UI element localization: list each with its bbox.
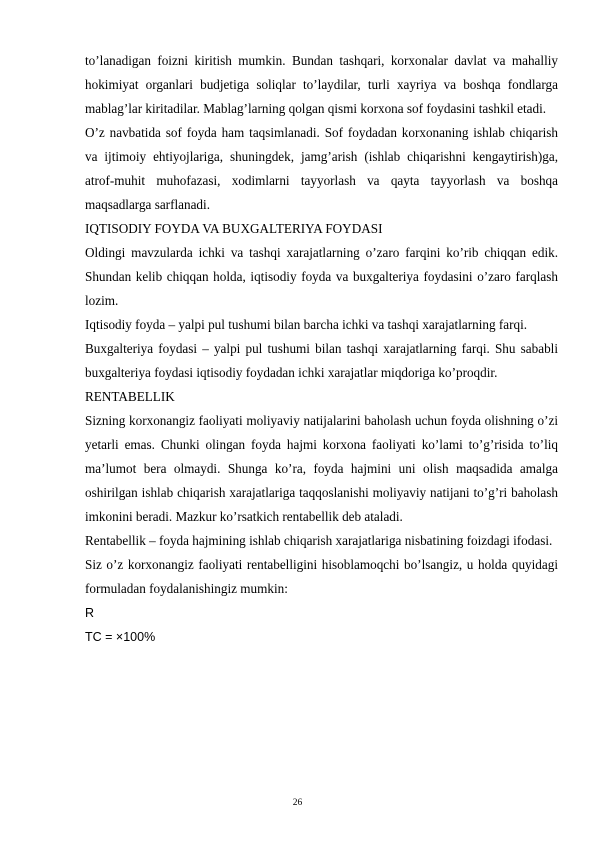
- heading-iqtisodiy-foyda: IQTISODIY FOYDA VA BUXGALTERIYA FOYDASI: [85, 221, 383, 236]
- paragraph-rentabellik-def: Rentabellik – foyda hajmining ishlab chiqarish xarajatlariga nisbatining foizdagi ifodasi.: [85, 533, 553, 548]
- formula-denominator: TC = ×100%: [85, 630, 156, 644]
- formula-numerator: R: [85, 606, 95, 620]
- paragraph-buxgalteriya-foyda-def: Buxgalteriya foydasi – yalpi pul tushumi bilan tashqi xarajatlarning farqi. Shu sababli buxgalteriya foydasi iqtisodiy foydadan ichki xarajatlar miqdoriga ko’proqdir.: [85, 341, 558, 380]
- paragraph-iqtisodiy-foyda-def: Iqtisodiy foyda – yalpi pul tushumi bilan barcha ichki va tashqi xarajatlarning farqi.: [85, 317, 528, 332]
- page-body: [85, 49, 558, 649]
- paragraph-rentabellik-intro: Sizning korxonangiz faoliyati moliyaviy natijalarini baholash uchun foyda olishning o’zi yetarli emas. Chunki olingan foyda hajmi korxona faoliyati ko’lami to’g’risida to’liq ma’lumot bera olmaydi. Shunga ko’ra, foyda hajmini uni olish maqsadida amalga oshirilgan ishlab chiqarish xarajatlariga taqqoslanishi moliyaviy natijani to’g’ri baholash imkonini beradi. Mazkur ko’rsatkich rentabellik deb ataladi.: [85, 413, 558, 524]
- paragraph-formula-intro: Siz o’z korxonangiz faoliyati rentabelligini hisoblamoqchi bo’lsangiz, u holda quyidagi formuladan foydalanishingiz mumkin:: [85, 557, 558, 596]
- heading-rentabellik: RENTABELLIK: [85, 389, 175, 404]
- paragraph-oldingi-mavzular: Oldingi mavzularda ichki va tashqi xarajatlarning o’zaro farqini ko’rib chiqqan edik. Shundan kelib chiqqan holda, iqtisodiy foyda va buxgalteriya foydasini o’zaro farqlash lozim.: [85, 245, 558, 308]
- paragraph-foiz: to’lanadigan foizni kiritish mumkin. Bundan tashqari, korxonalar davlat va mahalliy hokimiyat organlari budjetiga soliqlar to’laydilar, turli xayriya va boshqa fondlarga mablag’lar kiritadilar. Mablag’larning qolgan qismi korxona sof foydasini tashkil etadi.: [85, 53, 558, 116]
- page-number: 26: [292, 798, 303, 808]
- paragraph-sof-foyda: O’z navbatida sof foyda ham taqsimlanadi. Sof foydadan korxonaning ishlab chiqarish va ijtimoiy ehtiyojlariga, shuningdek, jamg’arish (ishlab chiqarishni kengaytirish)ga, atrof-muhit muhofazasi, xodimlarni tayyorlash va qayta tayyorlash va boshqa maqsadlarga sarflanadi.: [85, 125, 558, 212]
